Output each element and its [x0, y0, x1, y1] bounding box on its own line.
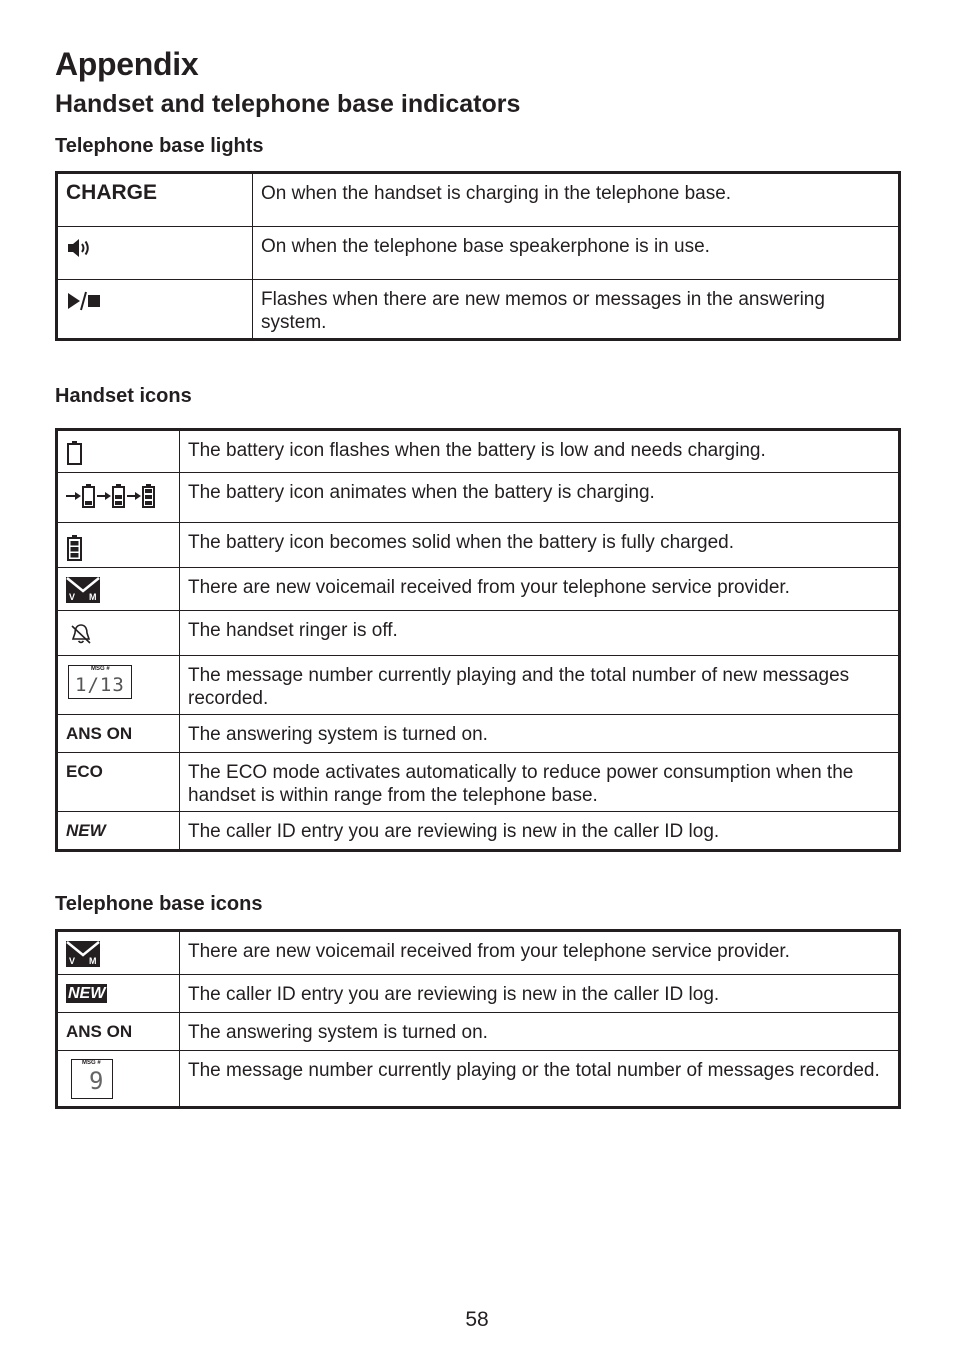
- description-cell: [180, 473, 900, 523]
- table-row: [57, 568, 900, 611]
- indicator-cell: [57, 568, 180, 611]
- page-title: Appendix: [55, 46, 199, 82]
- row-description: Flashes when there are new memos or messages in the answering system.: [261, 289, 825, 333]
- row-description: On when the handset is charging in the telephone base.: [261, 183, 732, 204]
- indicator-cell: [57, 715, 180, 753]
- section-title: Handset and telephone base indicators: [55, 90, 521, 118]
- table-row: [57, 931, 900, 975]
- indicator-cell: [57, 280, 253, 340]
- voicemail-m-letter: M: [89, 592, 97, 602]
- table-row: [57, 611, 900, 656]
- table-row: [57, 812, 900, 851]
- table-row: [57, 715, 900, 753]
- description-cell: [253, 280, 900, 340]
- new-label: NEW: [66, 821, 106, 840]
- page-number: 58: [465, 1308, 489, 1331]
- indicator-cell: [57, 656, 180, 715]
- handset-icons-table: [55, 428, 901, 852]
- table-row: [57, 1013, 900, 1051]
- indicator-cell: [57, 753, 180, 812]
- msg-counter-value: 1/13: [75, 674, 125, 696]
- description-cell: [180, 1013, 900, 1051]
- voicemail-v-letter: V: [69, 956, 76, 966]
- ans-on-label: ANS ON: [66, 1022, 133, 1041]
- msg-label: MSG #: [82, 1060, 101, 1066]
- row-description: The message number currently playing or the total number of messages recorded.: [188, 1060, 880, 1081]
- description-cell: [180, 611, 900, 656]
- indicator-cell: [57, 812, 180, 851]
- table-row: [57, 280, 900, 340]
- row-description: The answering system is turned on.: [188, 1022, 488, 1043]
- voicemail-m-letter: M: [89, 956, 97, 966]
- voicemail-icon: [66, 941, 100, 967]
- msg-counter-value: 9: [89, 1067, 104, 1095]
- description-cell: [180, 430, 900, 473]
- table-row: [57, 473, 900, 523]
- ans-on-label: ANS ON: [66, 724, 133, 743]
- indicator-cell: [57, 611, 180, 656]
- row-description: The ECO mode activates automatically to reduce power consumption when the handset is within range from the telephone base.: [188, 762, 854, 806]
- row-description: The message number currently playing and the total number of new messages recorded.: [188, 665, 850, 709]
- indicator-cell: [57, 227, 253, 280]
- description-cell: [180, 975, 900, 1013]
- description-cell: [253, 173, 900, 227]
- play-stop-icon: [66, 291, 244, 311]
- description-cell: [180, 715, 900, 753]
- indicator-cell: [57, 1051, 180, 1108]
- base-icons-table: [55, 929, 901, 1109]
- battery-full-icon: [66, 534, 171, 562]
- row-description: There are new voicemail received from your telephone service provider.: [188, 577, 790, 598]
- row-description: The handset ringer is off.: [188, 620, 398, 641]
- speaker-icon: [66, 237, 244, 259]
- description-cell: [180, 1051, 900, 1108]
- description-cell: [180, 523, 900, 568]
- description-cell: [253, 227, 900, 280]
- indicator-cell: [57, 173, 253, 227]
- table-row: [57, 975, 900, 1013]
- ringer-off-icon: [69, 622, 171, 646]
- indicator-cell: [57, 931, 180, 975]
- handset-icons-heading: Handset icons: [55, 385, 192, 407]
- indicator-cell: [57, 430, 180, 473]
- table-row: [57, 173, 900, 227]
- row-description: There are new voicemail received from your telephone service provider.: [188, 941, 790, 962]
- voicemail-v-letter: V: [69, 592, 76, 602]
- table-row: [57, 753, 900, 812]
- new-badge: NEW: [68, 985, 106, 1002]
- description-cell: [180, 656, 900, 715]
- charge-label: CHARGE: [66, 181, 158, 204]
- row-description: The caller ID entry you are reviewing is new in the caller ID log.: [188, 984, 720, 1005]
- row-description: The answering system is turned on.: [188, 724, 488, 745]
- indicator-cell: [57, 975, 180, 1013]
- description-cell: [180, 753, 900, 812]
- message-counter-icon: [68, 665, 132, 699]
- row-description: The battery icon flashes when the battery is low and needs charging.: [188, 440, 766, 461]
- battery-charging-animation-icon: [65, 482, 171, 510]
- message-counter-icon: [71, 1059, 113, 1099]
- row-description: On when the telephone base speakerphone is in use.: [261, 236, 710, 257]
- msg-label: MSG #: [91, 666, 110, 672]
- base-icons-heading: Telephone base icons: [55, 893, 263, 915]
- voicemail-icon: [66, 577, 100, 603]
- indicator-cell: [57, 523, 180, 568]
- description-cell: [180, 568, 900, 611]
- indicator-cell: [57, 473, 180, 523]
- table-row: [57, 430, 900, 473]
- row-description: The battery icon animates when the battery is charging.: [188, 482, 655, 503]
- table-row: [57, 1051, 900, 1108]
- indicator-cell: [57, 1013, 180, 1051]
- row-description: The battery icon becomes solid when the battery is fully charged.: [188, 532, 735, 553]
- base-lights-heading: Telephone base lights: [55, 135, 264, 157]
- table-row: [57, 227, 900, 280]
- table-row: [57, 523, 900, 568]
- base-lights-table: [55, 171, 901, 341]
- battery-empty-icon: [66, 440, 171, 466]
- eco-label: ECO: [66, 762, 103, 781]
- description-cell: [180, 931, 900, 975]
- description-cell: [180, 812, 900, 851]
- table-row: [57, 656, 900, 715]
- row-description: The caller ID entry you are reviewing is new in the caller ID log.: [188, 821, 720, 842]
